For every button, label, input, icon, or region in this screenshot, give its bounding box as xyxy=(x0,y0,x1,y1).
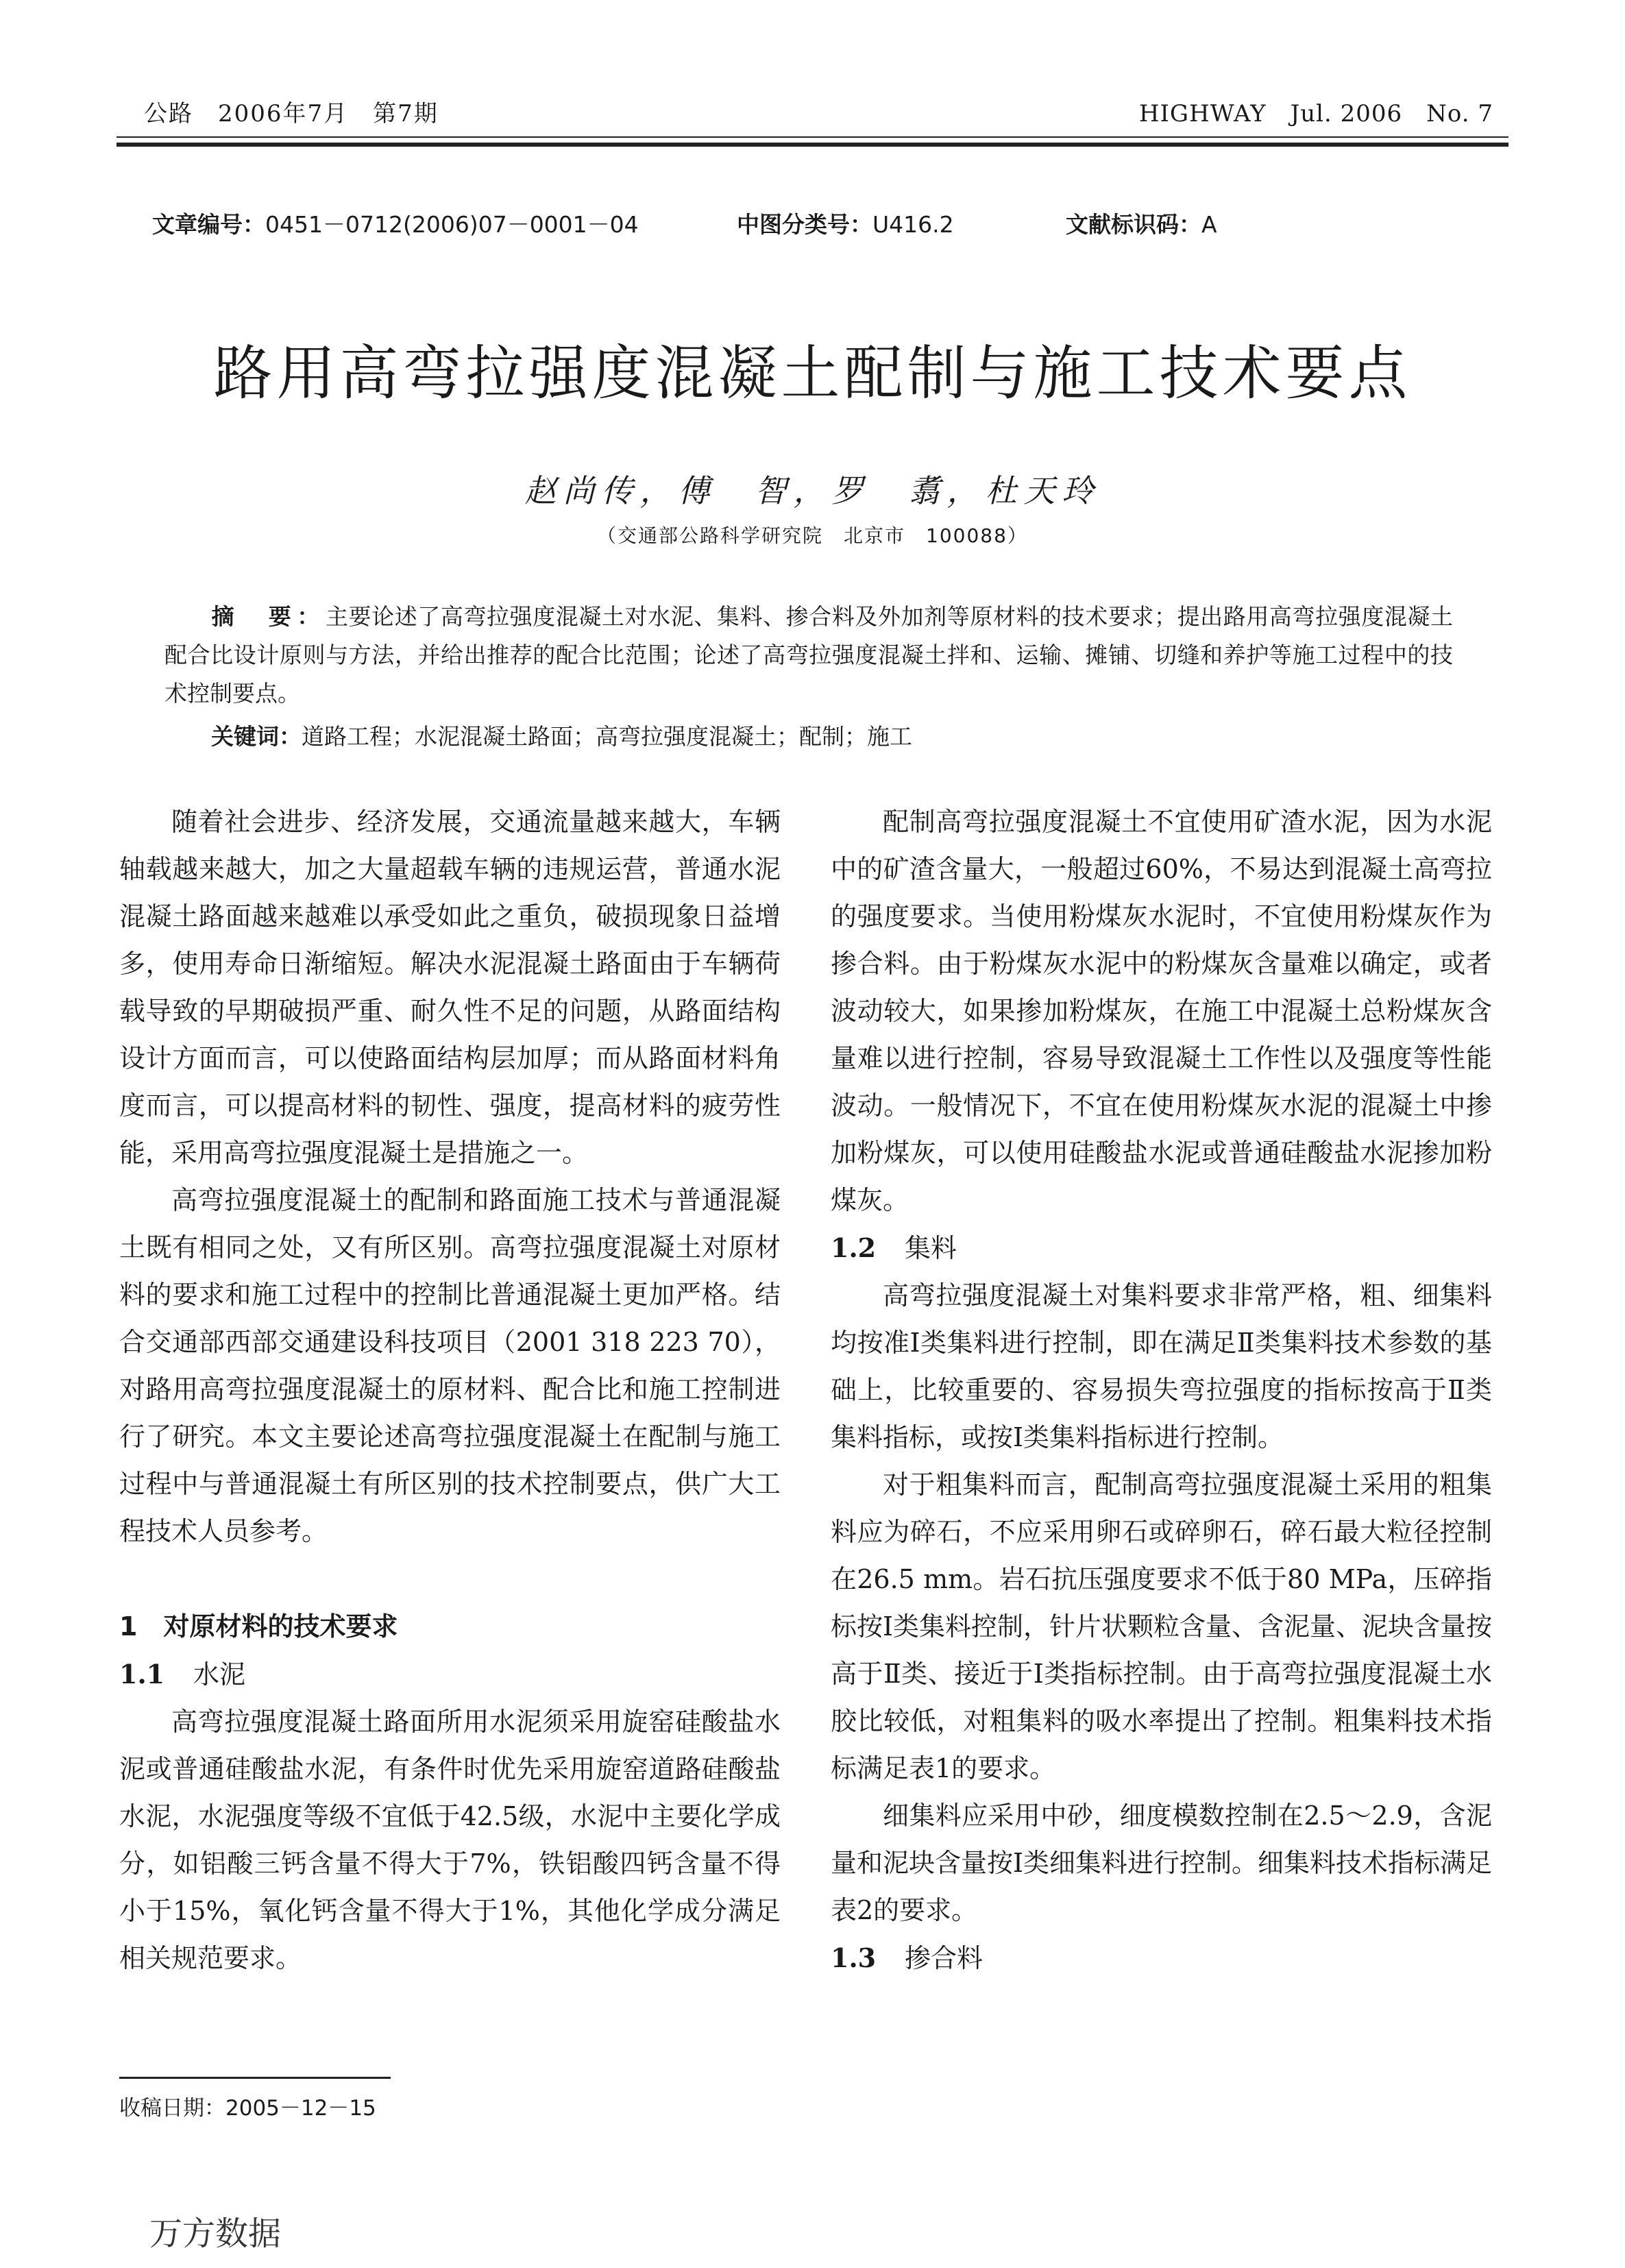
abstract xyxy=(164,598,1453,713)
paper-title: 路用高弯拉强度混凝土配制与施工技术要点 xyxy=(213,339,1412,408)
running-header xyxy=(117,88,1508,129)
document-code xyxy=(1066,207,1217,239)
clc-label: 中图分类号： xyxy=(737,211,872,238)
cement-paragraph-2: 配制高弯拉强度混凝土不宜使用矿渣水泥，因为水泥中的矿渣含量大，一般超过60%，不易达到混凝土高弯拉的强度要求。当使用粉煤灰水泥时，不宜使用粉煤灰作为掺合料。由于粉煤灰水泥中的粉煤灰含量难以确定，或者波动较大，如果掺加粉煤灰，在施工中混凝土总粉煤灰含量难以进行控制，容易导致混凝土工作性以及强度等性能波动。一般情况下，不宜在使用粉煤灰水泥的混凝土中掺加粉煤灰，可以使用硅酸盐水泥或普通硅酸盐水泥掺加粉煤灰。 xyxy=(831,807,1492,1215)
footnote-rule xyxy=(119,2077,391,2079)
authors: 赵尚传，傅 智，罗 翥，杜天玲 xyxy=(524,472,1101,509)
subsection-number: 1.2 xyxy=(831,1232,877,1263)
subsection-heading-1-3 xyxy=(831,1934,1492,1982)
journal-issue: 公路 2006年7月 第7期 xyxy=(144,100,439,127)
intro-paragraph-1: 随着社会进步、经济发展，交通流量越来越大，车辆轴载越来越大，加之大量超载车辆的违规运营，普通水泥混凝土路面越来越难以承受如此之重负，破损现象日益增多，使用寿命日渐缩短。解决水泥混凝土路面由于车辆荷载导致的早期破损严重、耐久性不足的问题，从路面结构设计方面而言，可以使路面结构层加厚；而从路面材料角度而言，可以提高材料的韧性、强度，提高材料的疲劳性能，采用高弯拉强度混凝土是措施之一。 xyxy=(119,807,781,1168)
abstract-text: 主要论述了高弯拉强度混凝土对水泥、集料、掺合料及外加剂等原材料的技术要求；提出路用高弯拉强度混凝土配合比设计原则与方法，并给出推荐的配合比范围；论述了高弯拉强度混凝土拌和、运输、摊铺、切缝和养护等施工过程中的技术控制要点。 xyxy=(164,603,1454,707)
document-code-value: A xyxy=(1201,211,1217,238)
clc-value: U416.2 xyxy=(872,211,954,238)
keywords-text: 道路工程；水泥混凝土路面；高弯拉强度混凝土；配制；施工 xyxy=(302,723,912,750)
keywords xyxy=(211,718,1445,756)
article-number-value: 0451－0712(2006)07－0001－04 xyxy=(265,211,639,238)
header-rule-thick xyxy=(117,143,1508,147)
subsection-title: 掺合料 xyxy=(905,1943,983,1973)
subsection-title: 水泥 xyxy=(193,1659,246,1690)
subsection-title: 集料 xyxy=(905,1233,957,1263)
subsection-number: 1.1 xyxy=(119,1659,165,1690)
journal-issue-english: HIGHWAY Jul. 2006 No. 7 xyxy=(1138,100,1493,127)
header-rule xyxy=(117,136,1508,138)
left-column xyxy=(119,798,781,1982)
article-number-label: 文章编号： xyxy=(152,211,265,238)
subsection-heading-1-1 xyxy=(119,1650,781,1698)
clc-number xyxy=(737,207,954,239)
received-date: 收稿日期：2005－12－15 xyxy=(119,2096,376,2121)
subsection-heading-1-2 xyxy=(831,1224,1492,1272)
cement-paragraph: 高弯拉强度混凝土路面所用水泥须采用旋窑硅酸盐水泥或普通硅酸盐水泥，有条件时优先采用旋窑道路硅酸盐水泥，水泥强度等级不宜低于42.5级，水泥中主要化学成分，如铝酸三钙含量不得大于7%，铁铝酸四钙含量不得小于15%，氧化钙含量不得大于1%，其他化学成分满足相关规范要求。 xyxy=(119,1707,781,1973)
article-number xyxy=(152,207,639,239)
aggregate-paragraph-1: 高弯拉强度混凝土对集料要求非常严格，粗、细集料均按准Ⅰ类集料进行控制，即在满足Ⅱ类集料技术参数的基础上，比较重要的、容易损失弯拉强度的指标按高于Ⅱ类集料指标，或按Ⅰ类集料指标进行控制。 xyxy=(831,1280,1492,1452)
aggregate-paragraph-2: 对于粗集料而言，配制高弯拉强度混凝土采用的粗集料应为碎石，不应采用卵石或碎卵石，碎石最大粒径控制在26.5 mm。岩石抗压强度要求不低于80 MPa，压碎指标按Ⅰ类集料控制，针片状颗粒含量、含泥量、泥块含量按高于Ⅱ类、接近于Ⅰ类指标控制。由于高弯拉强度混凝土水胶比较低，对粗集料的吸水率提出了控制。粗集料技术指标满足表1的要求。 xyxy=(831,1470,1493,1783)
abstract-label: 摘 要： xyxy=(211,603,326,630)
affiliation: （交通部公路科学研究院 北京市 100088） xyxy=(597,524,1028,547)
watermark: 万方数据 xyxy=(149,2215,282,2253)
subsection-number: 1.3 xyxy=(831,1942,877,1973)
document-code-label: 文献标识码： xyxy=(1066,211,1201,238)
section-heading-1: 1 对原材料的技术要求 xyxy=(119,1611,398,1642)
right-column xyxy=(831,798,1492,1982)
keywords-label: 关键词： xyxy=(211,723,302,750)
intro-paragraph-2: 高弯拉强度混凝土的配制和路面施工技术与普通混凝土既有相同之处，又有所区别。高弯拉强度混凝土对原材料的要求和施工过程中的控制比普通混凝土更加严格。结合交通部西部交通建设科技项目（2001 318 223 70），对路用高弯拉强度混凝土的原材料、配合比和施工控制进行了研究。本文主要论述高弯拉强度混凝土在配制与施工过程中与普通混凝土有所区别的技术控制要点，供广大工程技术人员参考。 xyxy=(119,1185,781,1546)
aggregate-paragraph-3: 细集料应采用中砂，细度模数控制在2.5～2.9，含泥量和泥块含量按Ⅰ类细集料进行控制。细集料技术指标满足表2的要求。 xyxy=(831,1801,1493,1925)
